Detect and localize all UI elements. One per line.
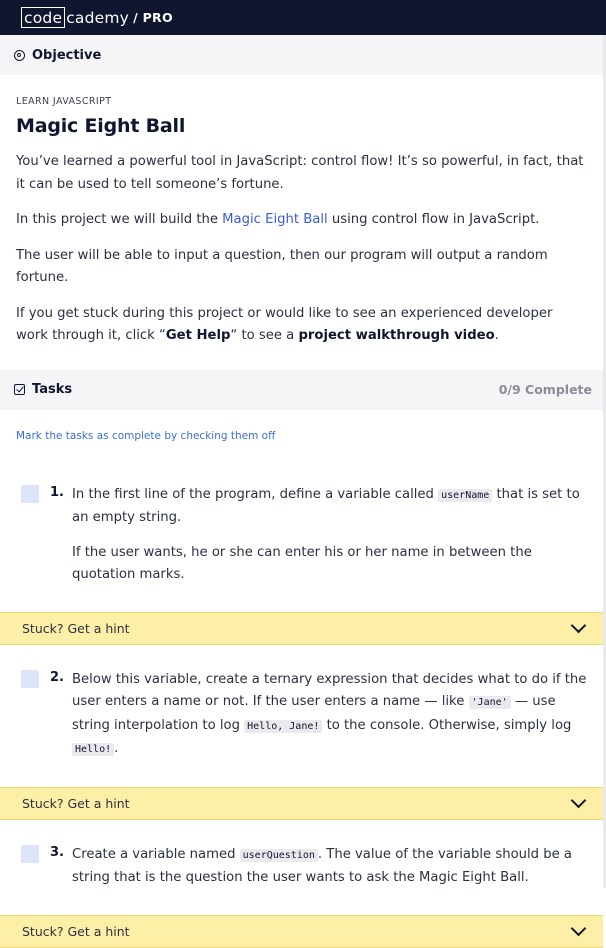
objective-paragraph-1: You’ve learned a powerful tool in JavaScript: control flow! It’s so powerful, in fact, that it can be used to tell someone’s fortune. bbox=[16, 154, 584, 192]
task-1-hint-toggle[interactable] bbox=[0, 612, 603, 645]
task-3-number: 3. bbox=[50, 844, 64, 860]
p4-text-before: If you get stuck during this project or would like to see an experienced developer work through it, click “ bbox=[16, 305, 553, 343]
p2-text-before: In this project we will build the bbox=[16, 212, 223, 227]
objective-paragraph-2 bbox=[16, 209, 587, 232]
task-3-body bbox=[72, 844, 587, 902]
objective-header bbox=[0, 35, 603, 75]
task-3-text-after: . The value of the variable should be a string that is the question the user wants to ask the Magic Eight Ball. bbox=[72, 846, 572, 885]
task-1-text-before: In the first line of the program, define a variable called bbox=[72, 486, 439, 502]
code-hello-jane: Hello, Jane! bbox=[244, 720, 322, 733]
task-2-text-before: Below this variable, create a ternary expression that decides what to do if the user enters a name or not. If the user enters a name — like bbox=[72, 671, 587, 709]
chevron-down-icon bbox=[571, 792, 587, 808]
code-jane: 'Jane' bbox=[469, 696, 511, 709]
logo-wordmark: cademy bbox=[66, 8, 130, 27]
task-1-hint-label: Stuck? Get a hint bbox=[22, 620, 130, 636]
task-3-text-before: Create a variable named bbox=[72, 846, 240, 862]
logo-pro-badge: / PRO bbox=[133, 10, 173, 25]
objective-content bbox=[0, 75, 603, 348]
p4-text-mid: “ to see a bbox=[230, 328, 299, 343]
task-1-number: 1. bbox=[50, 484, 64, 500]
magic-eight-ball-link[interactable]: Magic Eight Ball bbox=[222, 212, 328, 227]
task-2-hint-label: Stuck? Get a hint bbox=[22, 795, 130, 811]
code-userquestion: userQuestion bbox=[240, 849, 318, 862]
task-1-text-after: that is set to an empty string. bbox=[72, 486, 580, 525]
task-2-text-mid: — use string interpolation to log bbox=[72, 694, 556, 733]
codecademy-pro-logo[interactable] bbox=[21, 7, 173, 28]
task-2-checkbox[interactable] bbox=[21, 670, 39, 688]
walkthrough-text: project walkthrough video bbox=[298, 328, 495, 343]
task-3-paragraph-1 bbox=[72, 844, 587, 890]
checkbox-icon bbox=[14, 384, 25, 395]
logo-code-box: code bbox=[21, 7, 65, 28]
instructions-panel bbox=[0, 35, 603, 939]
task-1-checkbox[interactable] bbox=[21, 485, 39, 503]
p2-text-after: using control flow in JavaScript. bbox=[327, 212, 540, 227]
task-2-text-mid2: to the console. Otherwise, simply log bbox=[322, 717, 572, 733]
course-eyebrow: LEARN JAVASCRIPT bbox=[16, 96, 112, 107]
target-icon bbox=[14, 50, 25, 61]
task-1-paragraph-1 bbox=[72, 484, 587, 530]
chevron-down-icon bbox=[571, 920, 587, 936]
tasks-header bbox=[0, 370, 603, 410]
task-3 bbox=[0, 844, 603, 902]
chevron-down-icon bbox=[571, 617, 587, 633]
objective-paragraph-4 bbox=[16, 303, 587, 348]
project-title: Magic Eight Ball bbox=[16, 115, 186, 137]
task-3-hint-label: Stuck? Get a hint bbox=[22, 923, 130, 939]
task-3-checkbox[interactable] bbox=[21, 845, 39, 863]
task-1 bbox=[0, 484, 603, 599]
task-1-body bbox=[72, 484, 587, 599]
task-2-number: 2. bbox=[50, 669, 64, 685]
tasks-note: Mark the tasks as complete by checking them off bbox=[16, 429, 276, 442]
task-1-paragraph-2: If the user wants, he or she can enter his or her name in between the quotation marks. bbox=[72, 544, 532, 582]
task-2 bbox=[0, 669, 603, 774]
task-2-body bbox=[72, 669, 587, 774]
get-help-text: Get Help bbox=[165, 328, 231, 343]
task-2-text-after: . bbox=[114, 741, 119, 756]
objective-paragraph-3: The user will be able to input a question, then our program will output a random fortune. bbox=[16, 247, 548, 285]
task-3-hint-toggle[interactable] bbox=[0, 915, 603, 948]
task-2-paragraph-1 bbox=[72, 669, 587, 762]
p4-text-after: . bbox=[494, 328, 499, 343]
code-username: userName bbox=[438, 489, 492, 502]
task-2-hint-toggle[interactable] bbox=[0, 787, 603, 820]
tasks-progress: 0/9 Complete bbox=[498, 382, 592, 397]
objective-header-label: Objective bbox=[32, 47, 102, 63]
code-hello: Hello! bbox=[72, 743, 114, 756]
tasks-header-label: Tasks bbox=[32, 382, 73, 397]
top-bar bbox=[0, 0, 606, 35]
